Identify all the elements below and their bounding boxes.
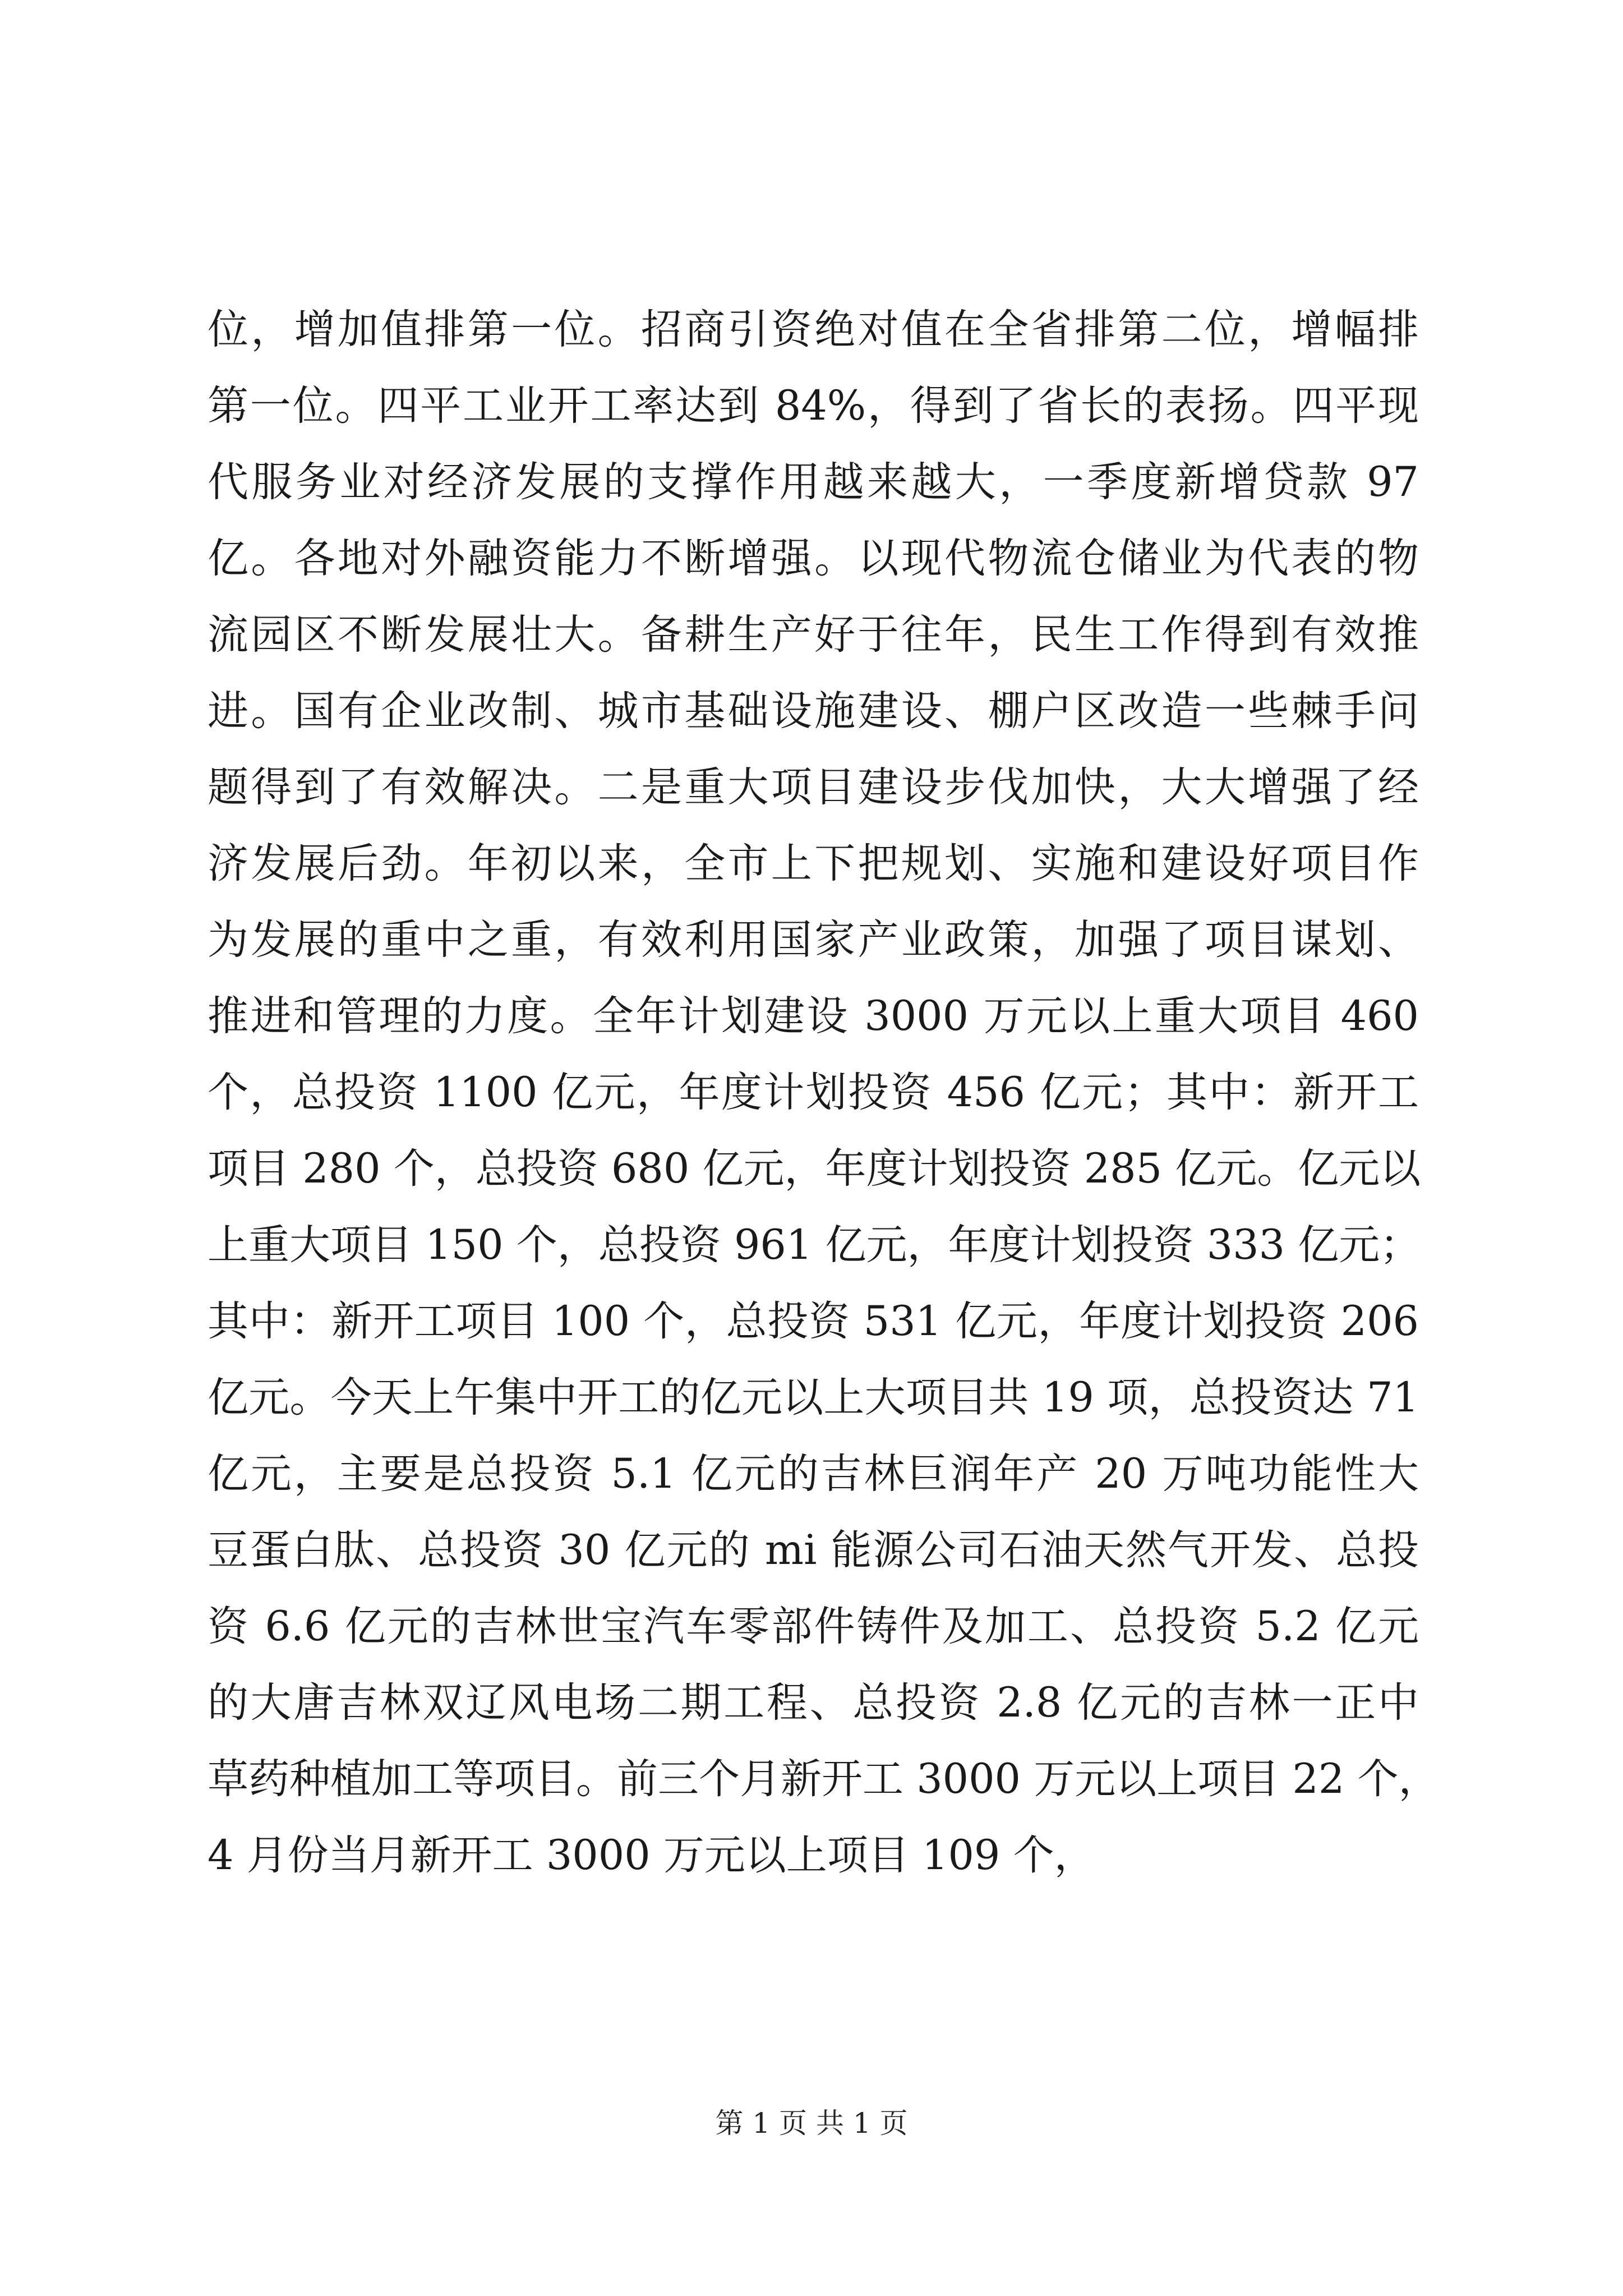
text-line: 流园区不断发展壮大。备耕生产好于往年，民生工作得到有效推	[208, 611, 1419, 659]
text-line: 资 6.6 亿元的吉林世宝汽车零部件铸件及加工、总投资 5.2 亿元	[208, 1603, 1419, 1650]
text-line: 的大唐吉林双辽风电场二期工程、总投资 2.8 亿元的吉林一正中	[208, 1679, 1419, 1727]
text-line: 项目 280 个，总投资 680 亿元，年度计划投资 285 亿元。亿元以	[208, 1145, 1421, 1193]
text-line: 位，增加值排第一位。招商引资绝对值在全省排第二位，增幅排	[208, 306, 1419, 353]
text-line: 济发展后劲。年初以来，全市上下把规划、实施和建设好项目作	[208, 840, 1419, 887]
text-line: 豆蛋白肽、总投资 30 亿元的 mi 能源公司石油天然气开发、总投	[208, 1526, 1419, 1574]
text-line: 为发展的重中之重，有效利用国家产业政策，加强了项目谋划、	[208, 916, 1419, 964]
text-line: 亿。各地对外融资能力不断增强。以现代物流仓储业为代表的物	[208, 535, 1419, 582]
text-line: 4 月份当月新开工 3000 万元以上项目 109 个，	[208, 1832, 1095, 1879]
text-line: 亿元。今天上午集中开工的亿元以上大项目共 19 项，总投资达 71	[208, 1374, 1419, 1421]
text-line: 代服务业对经济发展的支撑作用越来越大，一季度新增贷款 97	[208, 458, 1419, 506]
text-line: 进。国有企业改制、城市基础设施建设、棚户区改造一些棘手问	[208, 687, 1419, 735]
text-line: 上重大项目 150 个，总投资 961 亿元，年度计划投资 333 亿元；	[208, 1221, 1421, 1269]
text-line: 草药种植加工等项目。前三个月新开工 3000 万元以上项目 22 个，	[208, 1755, 1440, 1803]
page-footer: 第 1 页 共 1 页	[715, 2107, 908, 2139]
text-line: 个，总投资 1100 亿元，年度计划投资 456 亿元；其中：新开工	[208, 1069, 1419, 1116]
text-line: 亿元，主要是总投资 5.1 亿元的吉林巨润年产 20 万吨功能性大	[208, 1450, 1419, 1498]
text-line: 题得到了有效解决。二是重大项目建设步伐加快，大大增强了经	[208, 763, 1419, 811]
text-line: 推进和管理的力度。全年计划建设 3000 万元以上重大项目 460	[208, 992, 1419, 1040]
text-line: 第一位。四平工业开工率达到 84%，得到了省长的表扬。四平现	[208, 382, 1419, 430]
body-text	[208, 292, 1440, 1894]
text-line: 其中：新开工项目 100 个，总投资 531 亿元，年度计划投资 206	[208, 1297, 1419, 1345]
